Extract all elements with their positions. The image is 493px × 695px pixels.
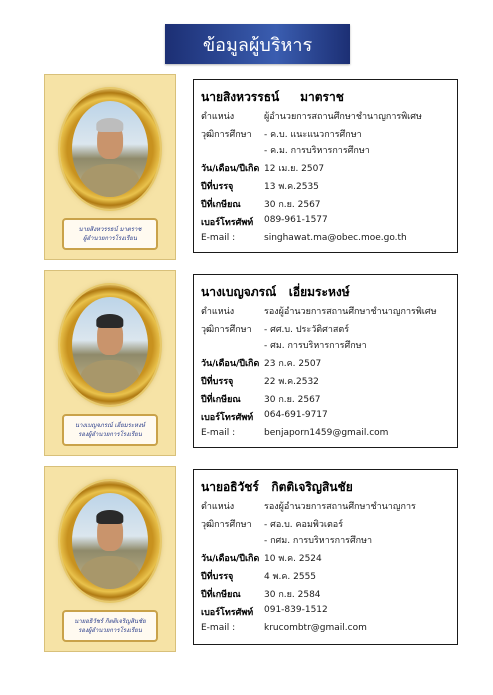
value-phone-2: 064-691-9717 [264, 410, 328, 420]
label-education-1: วุฒิการศึกษา [201, 130, 252, 140]
value-position-1: ผู้อำนวยการสถานศึกษาชำนาญการพิเศษ [264, 112, 422, 122]
value-email-3[interactable]: krucombtr@gmail.com [264, 623, 367, 633]
person-name-1: นายสิงหวรรธน์ มาตราช [201, 90, 344, 104]
value-education-1b: - ค.ม. การบริหารการศึกษา [264, 146, 370, 156]
value-education-2b: - ศม. การบริหารการศึกษา [264, 341, 367, 351]
value-email-1[interactable]: singhawat.ma@obec.moe.go.th [264, 233, 407, 243]
portrait-frame-1 [60, 89, 160, 209]
label-email-1: E-mail : [201, 233, 236, 243]
value-education-3a: - ศอ.บ. คอมพิวเตอร์ [264, 520, 344, 530]
info-box-2 [193, 274, 458, 448]
label-appointed-1: ปีที่บรรจุ [201, 182, 234, 192]
label-retire-3: ปีที่เกษียณ [201, 590, 241, 600]
name-plate-3 [62, 610, 158, 642]
label-birth-3: วัน/เดือน/ปีเกิด [201, 554, 260, 564]
value-retire-3: 30 ก.ย. 2584 [264, 590, 321, 600]
label-retire-1: ปีที่เกษียณ [201, 200, 241, 210]
value-retire-2: 30 ก.ย. 2567 [264, 395, 321, 405]
name-plate-name-2: นางเบญจภรณ์ เอี่ยมระหงษ์ [75, 422, 145, 429]
person-name-2: นางเบญจภรณ์ เอี่ยมระหงษ์ [201, 285, 350, 299]
label-appointed-2: ปีที่บรรจุ [201, 377, 234, 387]
portrait-photo-2 [72, 297, 148, 393]
value-position-2: รองผู้อำนวยการสถานศึกษาชำนาญการพิเศษ [264, 307, 437, 317]
value-appointed-3: 4 พ.ค. 2555 [264, 572, 317, 582]
photo-card-1 [44, 74, 176, 260]
label-education-2: วุฒิการศึกษา [201, 325, 252, 335]
label-phone-3: เบอร์โทรศัพท์ [201, 608, 254, 618]
value-birth-3: 10 พ.ค. 2524 [264, 554, 322, 564]
value-phone-3: 091-839-1512 [264, 605, 328, 615]
value-birth-1: 12 เม.ย. 2507 [264, 164, 325, 174]
name-plate-name-3: นายอธิวัชร์ กิตติเจริญสินชัย [74, 618, 146, 625]
label-position-1: ตำแหน่ง [201, 112, 235, 122]
person-name-3: นายอธิวัชร์ กิตติเจริญสินชัย [201, 480, 353, 494]
portrait-photo-3 [72, 493, 148, 589]
page-title [165, 24, 350, 64]
label-retire-2: ปีที่เกษียณ [201, 395, 241, 405]
value-appointed-1: 13 พ.ค.2535 [264, 182, 319, 192]
label-education-3: วุฒิการศึกษา [201, 520, 252, 530]
photo-card-2 [44, 270, 176, 456]
value-education-3b: - กศม. การบริหารการศึกษา [264, 536, 373, 546]
name-plate-1 [62, 218, 158, 250]
info-box-1 [193, 79, 458, 253]
name-plate-title-3: รองผู้อำนวยการโรงเรียน [78, 627, 142, 634]
name-plate-name-1: นายสิงหวรรธน์ มาตราช [78, 226, 142, 233]
label-birth-2: วัน/เดือน/ปีเกิด [201, 359, 260, 369]
value-birth-2: 23 ก.ค. 2507 [264, 359, 322, 369]
value-education-1a: - ค.บ. แนะแนวการศึกษา [264, 130, 362, 140]
label-birth-1: วัน/เดือน/ปีเกิด [201, 164, 260, 174]
portrait-frame-3 [60, 481, 160, 601]
value-retire-1: 30 ก.ย. 2567 [264, 200, 321, 210]
value-appointed-2: 22 พ.ค.2532 [264, 377, 319, 387]
label-email-2: E-mail : [201, 428, 236, 438]
name-plate-2 [62, 414, 158, 446]
value-phone-1: 089-961-1577 [264, 215, 328, 225]
name-plate-title-1: ผู้อำนวยการโรงเรียน [83, 235, 137, 242]
label-position-3: ตำแหน่ง [201, 502, 235, 512]
label-phone-2: เบอร์โทรศัพท์ [201, 413, 254, 423]
name-plate-title-2: รองผู้อำนวยการโรงเรียน [78, 431, 142, 438]
info-box-3 [193, 469, 458, 645]
value-position-3: รองผู้อำนวยการสถานศึกษาชำนาญการ [264, 502, 416, 512]
label-appointed-3: ปีที่บรรจุ [201, 572, 234, 582]
portrait-photo-1 [72, 101, 148, 197]
value-education-2a: - ศศ.บ. ประวัติศาสตร์ [264, 325, 350, 335]
label-position-2: ตำแหน่ง [201, 307, 235, 317]
label-phone-1: เบอร์โทรศัพท์ [201, 218, 254, 228]
photo-card-3 [44, 466, 176, 652]
page-title-text: ข้อมูลผู้บริหาร [202, 34, 313, 56]
value-email-2[interactable]: benjaporn1459@gmail.com [264, 428, 389, 438]
portrait-frame-2 [60, 285, 160, 405]
label-email-3: E-mail : [201, 623, 236, 633]
